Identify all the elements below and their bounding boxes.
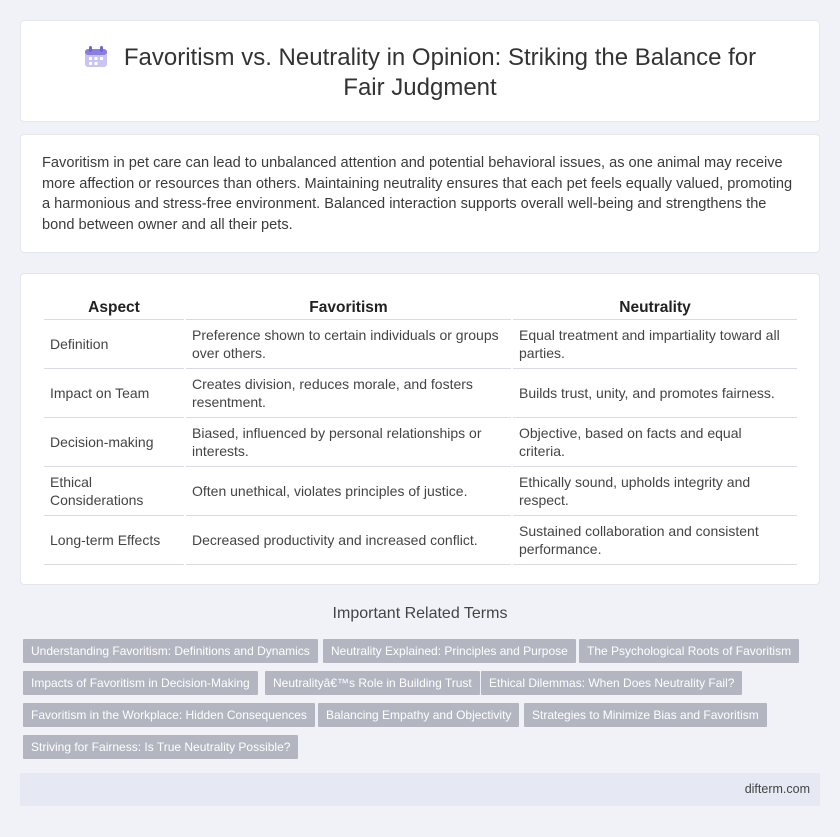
cell-favoritism: Creates division, reduces morale, and fosters resentment.	[186, 369, 511, 418]
comparison-card	[20, 273, 820, 585]
related-term-link[interactable]: The Psychological Roots of Favoritism	[579, 639, 799, 663]
cell-aspect: Definition	[44, 320, 184, 369]
intro-paragraph: Favoritism in pet care can lead to unbalanced attention and potential behavioral issues, as one animal may receive more affection or resources than others. Maintaining neutrality ensures that each pet feels equally valued, promoting a harmonious and stress-free environment. Balanced interaction supports overall well-being and strengthens the bond between owner and all their pets.	[42, 155, 793, 233]
table-header-row	[44, 294, 797, 320]
related-term-link[interactable]: Neutralityâ€™s Role in Building Trust	[265, 671, 480, 695]
footer-site-link[interactable]: difterm.com	[744, 782, 810, 796]
related-term-link[interactable]: Balancing Empathy and Objectivity	[318, 703, 519, 727]
cell-favoritism: Preference shown to certain individuals or groups over others.	[186, 320, 511, 369]
intro-card	[20, 134, 820, 253]
calendar-icon	[84, 46, 108, 68]
related-term-link[interactable]: Impacts of Favoritism in Decision-Making	[23, 671, 258, 695]
related-term-link[interactable]: Understanding Favoritism: Definitions and Dynamics	[23, 639, 318, 663]
comparison-table	[42, 294, 799, 565]
cell-aspect: Long-term Effects	[44, 516, 184, 565]
cell-favoritism: Often unethical, violates principles of justice.	[186, 467, 511, 516]
cell-neutrality: Objective, based on facts and equal criteria.	[513, 418, 797, 467]
table-row	[44, 467, 797, 516]
table-row	[44, 320, 797, 369]
cell-favoritism: Decreased productivity and increased conflict.	[186, 516, 511, 565]
cell-neutrality: Ethically sound, upholds integrity and respect.	[513, 467, 797, 516]
cell-neutrality: Builds trust, unity, and promotes fairness.	[513, 369, 797, 418]
cell-neutrality: Equal treatment and impartiality toward all parties.	[513, 320, 797, 369]
header-neutrality: Neutrality	[513, 294, 797, 320]
header-favoritism: Favoritism	[186, 294, 511, 320]
related-terms-heading: Important Related Terms	[332, 605, 508, 622]
related-term-link[interactable]: Ethical Dilemmas: When Does Neutrality Fail?	[481, 671, 742, 695]
header-aspect: Aspect	[44, 294, 184, 320]
page-title-text: Favoritism vs. Neutrality in Opinion: Striking the Balance for Fair Judgment	[123, 44, 757, 101]
table-row	[44, 516, 797, 565]
cell-aspect: Ethical Considerations	[44, 467, 184, 516]
cell-aspect: Impact on Team	[44, 369, 184, 418]
related-term-link[interactable]: Favoritism in the Workplace: Hidden Consequences	[23, 703, 315, 727]
cell-aspect: Decision-making	[44, 418, 184, 467]
table-row	[44, 369, 797, 418]
related-term-link[interactable]: Striving for Fairness: Is True Neutrality Possible?	[23, 735, 298, 759]
cell-favoritism: Biased, influenced by personal relationships or interests.	[186, 418, 511, 467]
related-term-link[interactable]: Neutrality Explained: Principles and Purpose	[323, 639, 576, 663]
title-card	[20, 20, 820, 122]
page-title	[61, 43, 779, 103]
table-row	[44, 418, 797, 467]
related-term-link[interactable]: Strategies to Minimize Bias and Favoritism	[524, 703, 767, 727]
cell-neutrality: Sustained collaboration and consistent performance.	[513, 516, 797, 565]
footer	[20, 773, 820, 806]
